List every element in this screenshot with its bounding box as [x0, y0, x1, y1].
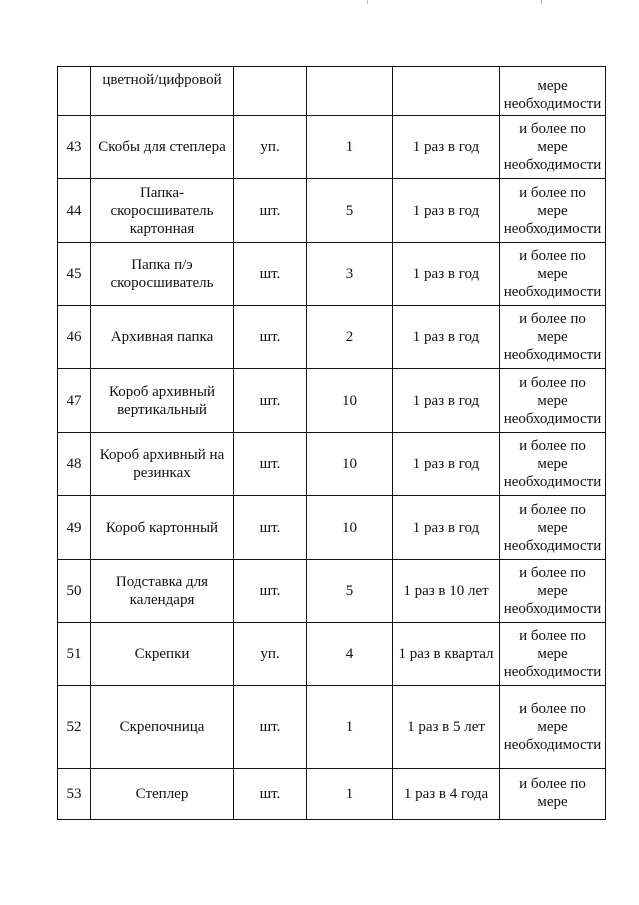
- cell-number: [58, 67, 91, 116]
- cell-quantity: 1: [307, 116, 393, 179]
- cell-note-line: мере: [537, 456, 568, 472]
- cell-item-name: [91, 686, 234, 769]
- cell-note: [500, 623, 606, 686]
- cell-note-line: необходимости: [503, 284, 602, 300]
- cell-note-line: необходимости: [503, 601, 602, 617]
- cell-note-line: необходимости: [503, 347, 602, 363]
- cell-item-name-line: Короб картонный: [105, 519, 219, 536]
- scan-edge-mark: [367, 0, 368, 4]
- cell-unit: шт.: [234, 560, 307, 623]
- cell-note-line: мере: [537, 392, 568, 409]
- cell-item-name: цветной/цифровой: [91, 67, 234, 116]
- cell-item-name-line: Скрепочница: [119, 719, 205, 735]
- cell-item-name: [91, 243, 234, 306]
- cell-item-name: [91, 769, 234, 820]
- cell-item-name: [91, 116, 234, 179]
- cell-note-line: мере: [537, 78, 568, 94]
- cell-item-name-line: календаря: [129, 592, 195, 608]
- cell-unit: [234, 67, 307, 116]
- cell-item-name: [91, 369, 234, 433]
- cell-item-name: [91, 306, 234, 369]
- cell-item-name-line: Скрепки: [134, 646, 190, 662]
- table-row: [58, 560, 606, 623]
- cell-note: [500, 306, 606, 369]
- cell-frequency: 1 раз в год: [393, 116, 500, 179]
- cell-frequency: 1 раз в год: [393, 306, 500, 369]
- cell-note: [500, 243, 606, 306]
- table-row: [58, 179, 606, 243]
- cell-note-line: необходимости: [503, 537, 602, 554]
- cell-note-line: мере: [537, 139, 568, 155]
- cell-frequency: [393, 67, 500, 116]
- cell-note-line: мере: [537, 646, 568, 662]
- cell-note-line: и более по: [519, 374, 586, 391]
- cell-quantity: 2: [307, 306, 393, 369]
- cell-quantity: 10: [307, 369, 393, 433]
- cell-frequency: 1 раз в 5 лет: [393, 686, 500, 769]
- cell-frequency: 1 раз в год: [393, 433, 500, 496]
- cell-item-name-line: Скобы для степлера: [98, 139, 226, 155]
- table-row: [58, 623, 606, 686]
- cell-note: [500, 369, 606, 433]
- cell-note-line: мере: [537, 202, 568, 219]
- cell-item-name-line: вертикальный: [117, 401, 207, 418]
- table-row: [58, 496, 606, 560]
- cell-item-name-line: резинках: [133, 465, 191, 481]
- cell-note-line: и более по: [519, 565, 586, 581]
- cell-quantity: 10: [307, 433, 393, 496]
- table-row: [58, 243, 606, 306]
- cell-quantity: 4: [307, 623, 393, 686]
- scan-edge-mark: [541, 0, 542, 4]
- cell-item-name: [91, 560, 234, 623]
- table-row: [58, 686, 606, 769]
- cell-number: 50: [58, 560, 91, 623]
- cell-number: 49: [58, 496, 91, 560]
- cell-note-line: и более по: [519, 628, 586, 644]
- cell-item-name: [91, 179, 234, 243]
- cell-item-name: [91, 433, 234, 496]
- cell-frequency: 1 раз в 10 лет: [393, 560, 500, 623]
- cell-item-name-line: Папка-: [139, 184, 185, 201]
- cell-quantity: 10: [307, 496, 393, 560]
- cell-quantity: [307, 67, 393, 116]
- cell-item-name-line: Папка п/э: [131, 257, 193, 273]
- cell-frequency: 1 раз в год: [393, 243, 500, 306]
- supplies-table: [57, 66, 606, 820]
- table-row-continued: [58, 67, 606, 116]
- cell-note-line: мере: [537, 794, 568, 810]
- cell-note: [500, 433, 606, 496]
- cell-number: 45: [58, 243, 91, 306]
- cell-note-line: необходимости: [503, 737, 602, 753]
- cell-note: [500, 496, 606, 560]
- cell-number: 47: [58, 369, 91, 433]
- cell-unit: уп.: [234, 623, 307, 686]
- cell-note: [500, 686, 606, 769]
- cell-note: [500, 179, 606, 243]
- cell-number: 44: [58, 179, 91, 243]
- cell-item-name-line: скоросшиватель: [110, 275, 214, 291]
- table-row: [58, 369, 606, 433]
- cell-number: 43: [58, 116, 91, 179]
- cell-unit: шт.: [234, 686, 307, 769]
- cell-note-line: мере: [537, 266, 568, 282]
- cell-note-line: и более по: [519, 501, 586, 518]
- table-body: [58, 67, 606, 820]
- cell-item-name-line: Архивная папка: [110, 329, 214, 345]
- cell-note: [500, 116, 606, 179]
- cell-unit: шт.: [234, 433, 307, 496]
- table-row: [58, 306, 606, 369]
- cell-frequency: 1 раз в год: [393, 369, 500, 433]
- cell-number: 46: [58, 306, 91, 369]
- cell-quantity: 1: [307, 769, 393, 820]
- cell-item-name-line: картонная: [129, 220, 195, 237]
- cell-note-line: необходимости: [503, 664, 602, 680]
- cell-frequency: 1 раз в год: [393, 179, 500, 243]
- cell-item-name: [91, 496, 234, 560]
- cell-item-name-line: Подставка для: [115, 574, 209, 590]
- cell-frequency: 1 раз в год: [393, 496, 500, 560]
- cell-frequency: 1 раз в 4 года: [393, 769, 500, 820]
- cell-number: 51: [58, 623, 91, 686]
- table-row: [58, 433, 606, 496]
- cell-number: 52: [58, 686, 91, 769]
- cell-item-name-line: скоросшиватель: [110, 202, 214, 219]
- cell-note-line: мере: [537, 519, 568, 536]
- cell-quantity: 3: [307, 243, 393, 306]
- cell-quantity: 1: [307, 686, 393, 769]
- cell-item-name-line: Короб архивный: [108, 383, 216, 400]
- cell-number: 48: [58, 433, 91, 496]
- cell-unit: уп.: [234, 116, 307, 179]
- cell-number: 53: [58, 769, 91, 820]
- cell-note-line: необходимости: [503, 474, 602, 490]
- cell-note-line: и более по: [519, 776, 586, 792]
- cell-note-line: необходимости: [503, 220, 602, 237]
- cell-note-line: мере: [537, 719, 568, 735]
- cell-note: [500, 769, 606, 820]
- cell-note-line: необходимости: [503, 96, 602, 112]
- cell-note: [500, 560, 606, 623]
- cell-unit: шт.: [234, 179, 307, 243]
- cell-frequency: 1 раз в квартал: [393, 623, 500, 686]
- cell-note-line: мере: [537, 329, 568, 345]
- cell-item-name: [91, 623, 234, 686]
- cell-quantity: 5: [307, 179, 393, 243]
- cell-note-line: и более по: [519, 184, 586, 201]
- cell-unit: шт.: [234, 769, 307, 820]
- cell-item-name-line: Короб архивный на: [99, 447, 225, 463]
- table-row: [58, 116, 606, 179]
- cell-note-line: и более по: [519, 121, 586, 137]
- cell-note-line: и более по: [519, 248, 586, 264]
- cell-note-line: и более по: [519, 701, 586, 717]
- cell-unit: шт.: [234, 496, 307, 560]
- cell-unit: шт.: [234, 243, 307, 306]
- cell-note-line: мере: [537, 583, 568, 599]
- cell-note-line: и более по: [519, 438, 586, 454]
- cell-quantity: 5: [307, 560, 393, 623]
- cell-item-name-line: Степлер: [135, 786, 189, 802]
- cell-unit: шт.: [234, 369, 307, 433]
- cell-note-line: необходимости: [503, 410, 602, 427]
- cell-unit: шт.: [234, 306, 307, 369]
- cell-note: [500, 67, 606, 116]
- table-row: [58, 769, 606, 820]
- cell-note-line: необходимости: [503, 157, 602, 173]
- cell-note-line: и более по: [519, 311, 586, 327]
